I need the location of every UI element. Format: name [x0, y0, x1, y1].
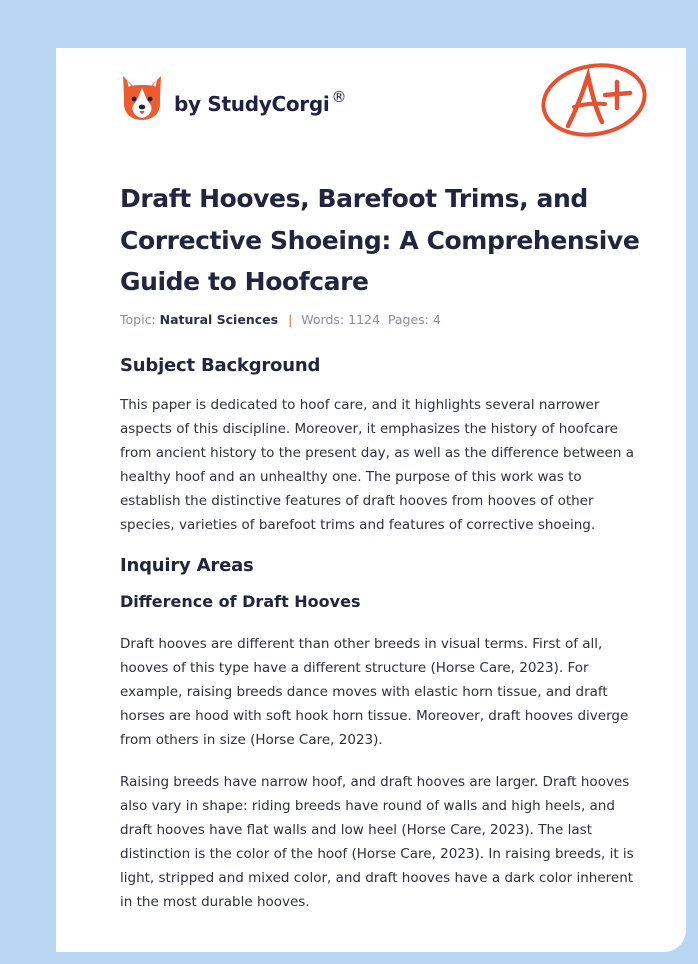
brand-text: by StudyCorgi: [174, 92, 330, 116]
corgi-logo-icon[interactable]: [120, 74, 164, 122]
a-plus-grade-icon: [538, 60, 650, 140]
topic-link[interactable]: Natural Sciences: [159, 312, 279, 327]
pages-label: Pages:: [387, 312, 429, 327]
page-title: Draft Hooves, Barefoot Trims, and Corrective Shoeing: A Comprehensive Guide to Hoofcare: [120, 184, 640, 296]
pages-value: 4: [432, 312, 441, 327]
meta-separator: |: [288, 312, 293, 327]
topic-label: Topic:: [120, 312, 156, 327]
paragraph: This paper is dedicated to hoof care, and it highlights several narrower aspects of this discipline. Moreover, it emphasizes the history of hoofcare from ancient history to the present day, as well as the difference between a healthy hoof and an unhealthy one. The purpose of this work was to establish the distinctive features of draft hooves from hooves of other species, varieties of barefoot trims and features of corrective shoeing.: [120, 397, 634, 533]
brand-name[interactable]: [174, 88, 347, 116]
section-heading-inquiry-areas: Inquiry Areas: [120, 555, 254, 576]
document-meta: [120, 312, 441, 327]
header: [56, 48, 686, 158]
document-page: [56, 48, 686, 952]
registered-mark: ®: [331, 88, 347, 106]
words-label: Words:: [301, 312, 345, 327]
section-heading-subject-background: Subject Background: [120, 355, 321, 376]
words-value: 1124: [348, 312, 380, 327]
subsection-heading-draft-hooves: Difference of Draft Hooves: [120, 592, 361, 611]
paragraph: Raising breeds have narrow hoof, and draft hooves are larger. Draft hooves also vary in shape: riding breeds have round of walls and high heels, and draft hooves have flat walls and low heel (Horse Care, 2023). The last distinction is the color of the hoof (Horse Care, 2023). In raising breeds, it is light, stripped and mixed color, and draft hooves have a dark color inherent in the most durable hooves.: [120, 774, 634, 910]
paragraph: Draft hooves are different than other breeds in visual terms. First of all, hooves of this type have a different structure (Horse Care, 2023). For example, raising breeds dance moves with elastic horn tissue, and draft horses are hood with soft hook horn tissue. Moreover, draft hooves diverge from others in size (Horse Care, 2023).: [120, 636, 629, 748]
document-body: [120, 352, 636, 914]
